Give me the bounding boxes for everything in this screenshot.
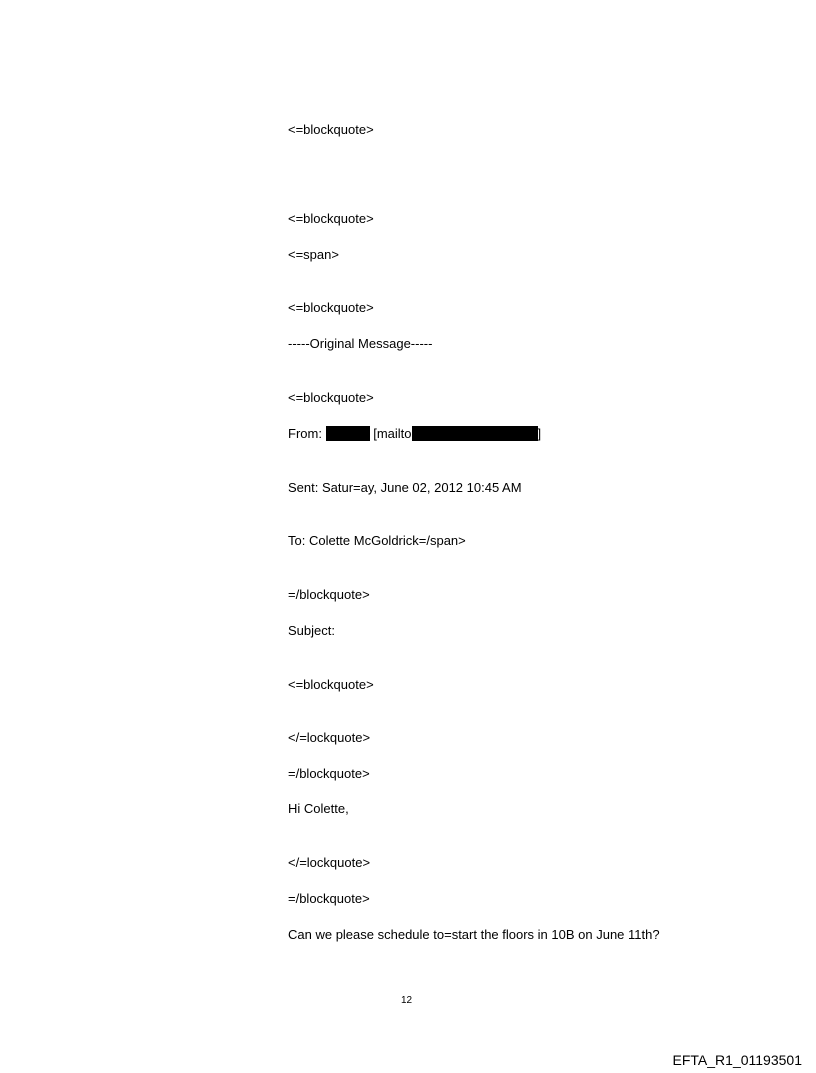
redacted-block xyxy=(326,426,370,441)
text-line: </=lockquote> xyxy=(288,730,371,745)
text-line: =/blockquote> xyxy=(288,766,370,781)
text-line: <=span> xyxy=(288,247,339,262)
text-line: <=blockquote> xyxy=(288,300,374,315)
text-line: -----Original Message----- xyxy=(288,336,433,351)
text-line: <=blockquote> xyxy=(288,390,374,405)
text-line: <=blockquote> xyxy=(288,122,374,137)
text-line: =/blockquote> xyxy=(288,587,370,602)
text-line: Can we please schedule to=start the floors in 10B on June 11th? xyxy=(288,927,660,942)
from-label: From: xyxy=(288,426,322,441)
text-line: To: Colette McGoldrick=/span> xyxy=(288,533,466,548)
page-number: 12 xyxy=(401,995,413,1006)
document-id: EFTA_R1_01193501 xyxy=(672,1052,802,1068)
text-line: <=blockquote> xyxy=(288,677,374,692)
mailto-text: [mailto xyxy=(373,426,412,441)
text-line: <=blockquote> xyxy=(288,211,374,226)
text-line: Hi Colette, xyxy=(288,801,349,816)
text-line: Sent: Satur=ay, June 02, 2012 10:45 AM xyxy=(288,480,522,495)
from-line xyxy=(288,426,541,442)
mailto-close: ] xyxy=(537,426,542,441)
text-line: </=lockquote> xyxy=(288,855,371,870)
text-line: Subject: xyxy=(288,623,335,638)
text-line: =/blockquote> xyxy=(288,891,370,906)
redacted-block xyxy=(412,426,538,441)
